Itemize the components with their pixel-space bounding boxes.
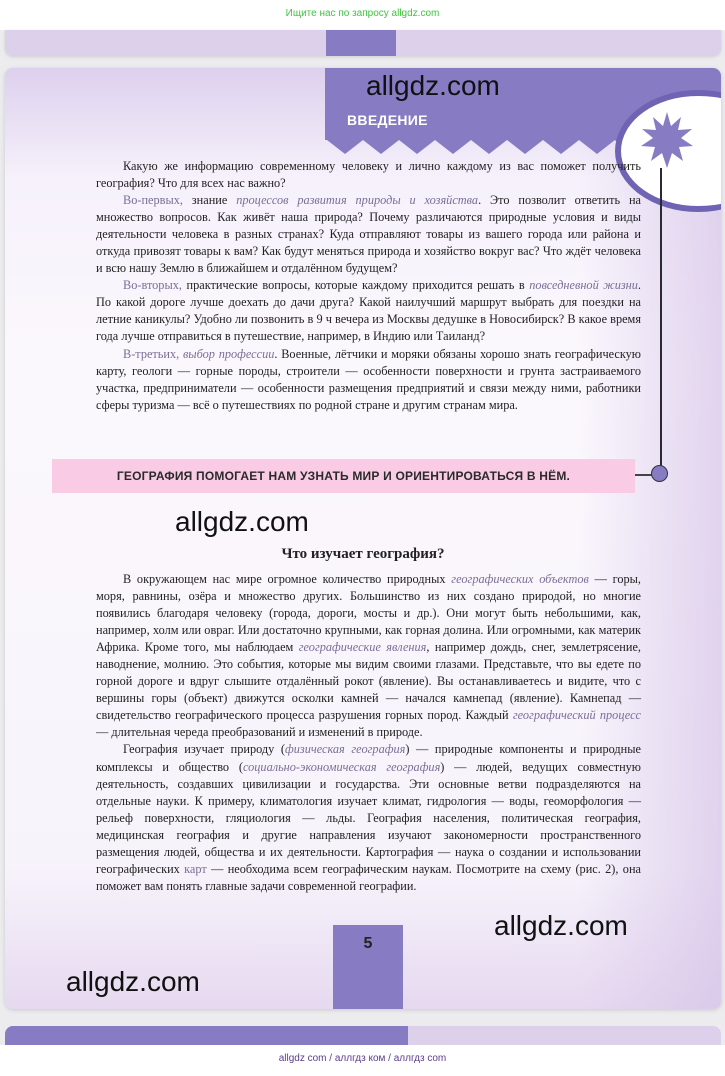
watermark: allgdz.com [175, 506, 309, 537]
key-term: социально-экономическая география [242, 759, 441, 774]
top-banner [0, 0, 725, 30]
paragraph: В-третьих, выбор профессии. Военные, лётчики и моряки обязаны хорошо знать географическую карту, геологи — горные породы, строители — особенности поверхности и грунта застраиваемого участка, предприниматели — особенности размещения предприятий и связи между ними, работники сферы туризма — всё о путешествиях по родной стране и другим странам мира. [96, 346, 641, 412]
connector-line [660, 168, 662, 474]
paragraph: Какую же информацию современному человеку и лично каждому из вас поможет получить география? Что для всех нас важно? [96, 159, 641, 191]
footer-banner [0, 1045, 725, 1076]
key-term: выбор профессии [179, 346, 275, 361]
key-term: географические явления [298, 640, 427, 655]
paragraph: Во-первых, знание процессов развития природы и хозяйства. Это позволит ответить на множество вопросов. Как живёт наша природа? Почему различаются природные условия и виды деятельности человека в разных странах? Куда отправляют товары из вашего города или района и откуда привозят товары к вам? Как будут меняться природа и хозяйство вокруг вас? Что ждёт человека и всю нашу Землю в ближайшем и отдалённом будущем? [96, 193, 641, 276]
watermark: allgdz.com [66, 966, 200, 997]
watermark: allgdz.com [494, 910, 628, 941]
textbook-page [5, 68, 721, 1009]
paragraph: В окружающем нас мире огромное количество природных географических объектов — горы, моря, равнины, озёра и множество других. Большинство из них создано природой, но многие появились благодаря человеку (города, дороги, мосты и др.). Они могут быть небольшими, как, например, холм или овраг. Или достаточно крупными, как горная долина. Или огромными, как материк Африка. Кроме того, мы наблюдаем географические явления, например дождь, снег, землетрясение, наводнение, молнию. Это события, которые мы видим своими глазами. Представьте, что вы едете по горной дороге и вдруг слышите отдалённый рокот (явление). Вы останавливаетесь и видите, что с вершины горы (объект) движутся осколки камней — начался камнепад (явление). Камнепад — свидетельство географического процесса разрушения горных пород. Каждый географический процесс — длительная череда преобразований и изменений в природе. [96, 572, 641, 740]
section-title: ВВЕДЕНИЕ [347, 112, 428, 128]
key-term: повседневной жизни [529, 278, 638, 293]
previous-page-tab [326, 30, 396, 56]
connector-dot-icon [651, 465, 668, 482]
key-term: процессов развития природы и хозяйства [236, 193, 479, 208]
footer-text: allgdz com / аллгдз ком / аллгдз com [278, 1053, 447, 1064]
page-number: 5 [363, 935, 373, 952]
top-banner-text: Ищите нас по запросу allgdz.com [285, 8, 440, 19]
callout-text: ГЕОГРАФИЯ ПОМОГАЕТ НАМ УЗНАТЬ МИР И ОРИЕНТИРОВАТЬСЯ В НЁМ. [116, 469, 571, 483]
watermark: allgdz.com [366, 70, 500, 101]
page-number-tab [333, 925, 403, 1009]
intro-text [96, 158, 641, 414]
key-term: физическая география [285, 742, 406, 757]
zigzag-border [325, 140, 625, 154]
paragraph: География изучает природу (физическая география) — природные компоненты и природные комплексы и общество (социально-экономическая география) — людей, ведущих совместную деятельность, создавших цивилизации и государства. Эти основные ветви подразделяются на отдельные науки. К примеру, климатология изучает климат, гидрология — воды, геоморфология — рельеф поверхности, гляциология — льды. География населения, политическая география, медицинская география и другие направления изучают закономерности пространственного размещения людей, общества и их деятельности. Картография — наука о создании и использовании географических карт — необходима всем географическим наукам. Посмотрите на схему (рис. 2), она поможет вам понять главные задачи современной географии. [96, 742, 641, 893]
key-term: географический процесс [512, 708, 641, 723]
key-term: карт [184, 861, 207, 876]
star-burst-icon [641, 112, 693, 168]
section-heading: Что изучает география? [281, 546, 445, 562]
paragraph: Во-вторых, практические вопросы, которые каждому приходится решать в повседневной жизни. По какой дороге лучше доехать до дачи друга? Какой наилучший маршрут выбрать для поездки на летние каникулы? Удобно ли позвонить в 9 ч вечера из Москвы дедушке в Новосибирск? В какое время года лучше отправиться в путешествие, например, в Индию или Таиланд? [96, 278, 641, 344]
key-term: географических объектов [451, 572, 589, 586]
section-text [96, 571, 641, 895]
key-statement-callout [52, 459, 635, 493]
